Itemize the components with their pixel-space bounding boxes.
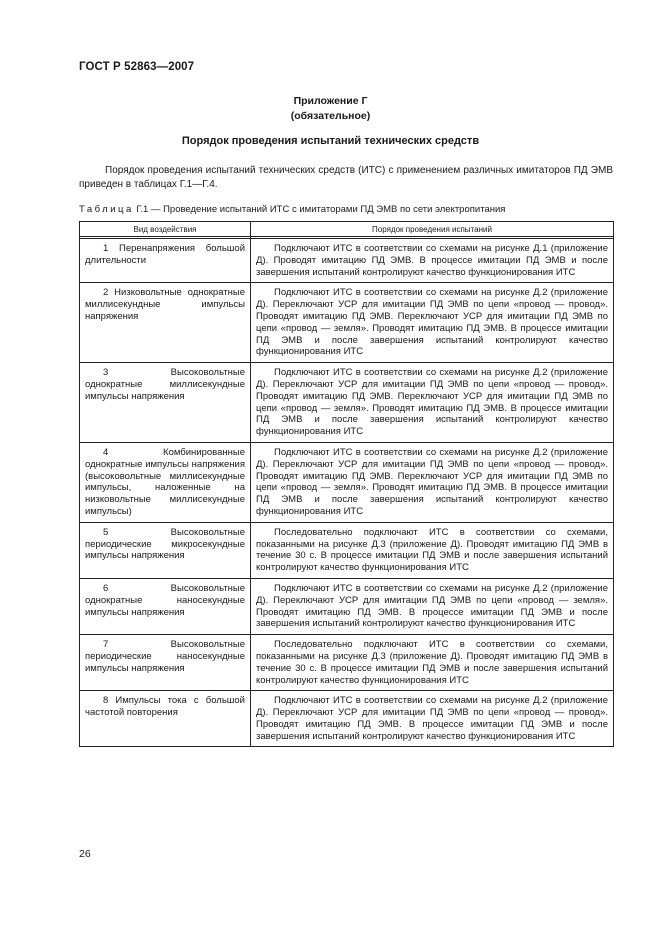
impact-cell	[80, 578, 251, 634]
procedure-text: Подключают ИТС в соответствии со схемами на рисунке Д.2 (приложение Д). Переключают УСР для имитации ПД ЭМВ по цепи «провод — провод». Проводят имитацию ПД ЭМВ. Переключают УСР для имитации ПД ЭМВ по цепи «провод — земля». Проводят имитацию ПД ЭМВ. В процессе имитации ПД ЭМВ и после завершения испытаний контролируют качество функционирования ИТС	[256, 287, 608, 358]
table-row	[80, 522, 614, 578]
intro-paragraph: Порядок проведения испытаний технических средств (ИТС) с применением различных имитаторов ПД ЭМВ приведен в таблицах Г.1—Г.4.	[79, 165, 613, 190]
impact-text: 1 Перенапряжения большой длительности	[85, 243, 245, 266]
table-row	[80, 442, 614, 522]
impact-cell	[80, 522, 251, 578]
table-header-row	[80, 222, 614, 237]
impact-cell	[80, 239, 251, 283]
test-procedures-table	[79, 221, 614, 747]
procedure-text: Подключают ИТС в соответствии со схемами на рисунке Д.1 (приложение Д). Проводят имитацию ПД ЭМВ. В процессе имитации ПД ЭМВ и после завершения испытаний контролируют качество функционирования ИТС	[256, 243, 608, 278]
impact-cell	[80, 442, 251, 522]
impact-text: 4 Комбинированные однократные импульсы напряжения (высоковольтные миллисекундные импульсы, наложенные на низковольтные миллисекундные импульсы)	[85, 446, 245, 517]
column-header-procedure: Порядок проведения испытаний	[251, 222, 614, 237]
table-caption-prefix: Таблица	[79, 204, 134, 215]
section-title: Порядок проведения испытаний технических средств	[181, 135, 480, 147]
impact-text: 2 Низковольтные однократные миллисекундные импульсы напряжения	[85, 287, 245, 322]
procedure-text: Подключают ИТС в соответствии со схемами на рисунке Д.2 (приложение Д). Переключают УСР для имитации ПД ЭМВ по цепи «провод — земля». Проводят имитацию ПД ЭМВ. В процессе имитации ПД ЭМВ и после завершения испытаний контролируют качество функционирования ИТС	[256, 582, 608, 630]
document-code: ГОСТ Р 52863—2007	[79, 61, 195, 73]
impact-text: 7 Высоковольтные периодические наносекундные импульсы напряжения	[85, 639, 245, 674]
column-header-impact: Вид воздействия	[80, 222, 251, 237]
table-container	[79, 221, 613, 747]
page-number: 26	[79, 848, 91, 860]
procedure-text: Подключают ИТС в соответствии со схемами на рисунке Д.2 (приложение Д). Переключают УСР для имитации ПД ЭМВ по цепи «провод — провод». Проводят имитацию ПД ЭМВ. В процессе имитации ПД ЭМВ и после завершения испытаний контролируют качество функционирования ИТС	[256, 695, 608, 742]
procedure-cell	[251, 363, 614, 443]
procedure-cell	[251, 691, 614, 747]
table-row	[80, 691, 614, 747]
table-row	[80, 363, 614, 443]
impact-cell	[80, 691, 251, 747]
impact-text: 5 Высоковольтные периодические микросекундные импульсы напряжения	[85, 526, 245, 562]
procedure-cell	[251, 635, 614, 691]
impact-text: 8 Импульсы тока с большой частотой повторения	[85, 695, 245, 719]
table-caption-text: Г.1 — Проведение испытаний ИТС с имитаторами ПД ЭМВ по сети электропитания	[136, 204, 506, 215]
procedure-cell	[251, 239, 614, 283]
appendix-heading	[0, 94, 661, 124]
procedure-text: Подключают ИТС в соответствии со схемами на рисунке Д.2 (приложение Д). Переключают УСР для имитации ПД ЭМВ по цепи «провод — провод». Проводят имитацию ПД ЭМВ. Переключают УСР для имитации ПД ЭМВ по цепи «провод — земля». Проводят имитацию ПД ЭМВ. В процессе имитации ПД ЭМВ и после завершения испытаний контролируют качество функционирования ИТС	[256, 367, 608, 438]
procedure-text: Подключают ИТС в соответствии со схемами на рисунке Д.2 (приложение Д). Переключают УСР для имитации ПД ЭМВ по цепи «провод — провод». Проводят имитацию ПД ЭМВ. Переключают УСР для имитации ПД ЭМВ по цепи «провод — земля». Проводят имитацию ПД ЭМВ. В процессе имитации ПД ЭМВ и после завершения испытаний контролируют качество функционирования ИТС	[256, 446, 608, 517]
appendix-subtitle: (обязательное)	[290, 110, 371, 122]
table-row	[80, 283, 614, 363]
impact-cell	[80, 283, 251, 363]
procedure-text: Последовательно подключают ИТС в соответствии со схемами, показанными на рисунке Д.3 (приложение Д). Проводят имитацию ПД ЭМВ в течение 30 с. В процессе имитации ПД ЭМВ и после завершения испытаний контролируют качество функционирования ИТС	[256, 639, 608, 686]
procedure-cell	[251, 283, 614, 363]
table-caption	[79, 204, 505, 215]
procedure-cell	[251, 442, 614, 522]
procedure-cell	[251, 522, 614, 578]
impact-text: 6 Высоковольтные однократные наносекундные импульсы напряжения	[85, 582, 245, 618]
impact-text: 3 Высоковольтные однократные миллисекундные импульсы напряжения	[85, 367, 245, 402]
appendix-title: Приложение Г	[293, 95, 368, 107]
impact-cell	[80, 363, 251, 443]
table-row	[80, 578, 614, 634]
procedure-cell	[251, 578, 614, 634]
impact-cell	[80, 635, 251, 691]
table-row	[80, 635, 614, 691]
table-row	[80, 239, 614, 283]
procedure-text: Последовательно подключают ИТС в соответствии со схемами, показанными на рисунке Д.3 (приложение Д). Проводят имитацию ПД ЭМВ в течение 30 с. В процессе имитации ПД ЭМВ и после завершения испытаний контролируют качество функционирования ИТС	[256, 526, 608, 574]
